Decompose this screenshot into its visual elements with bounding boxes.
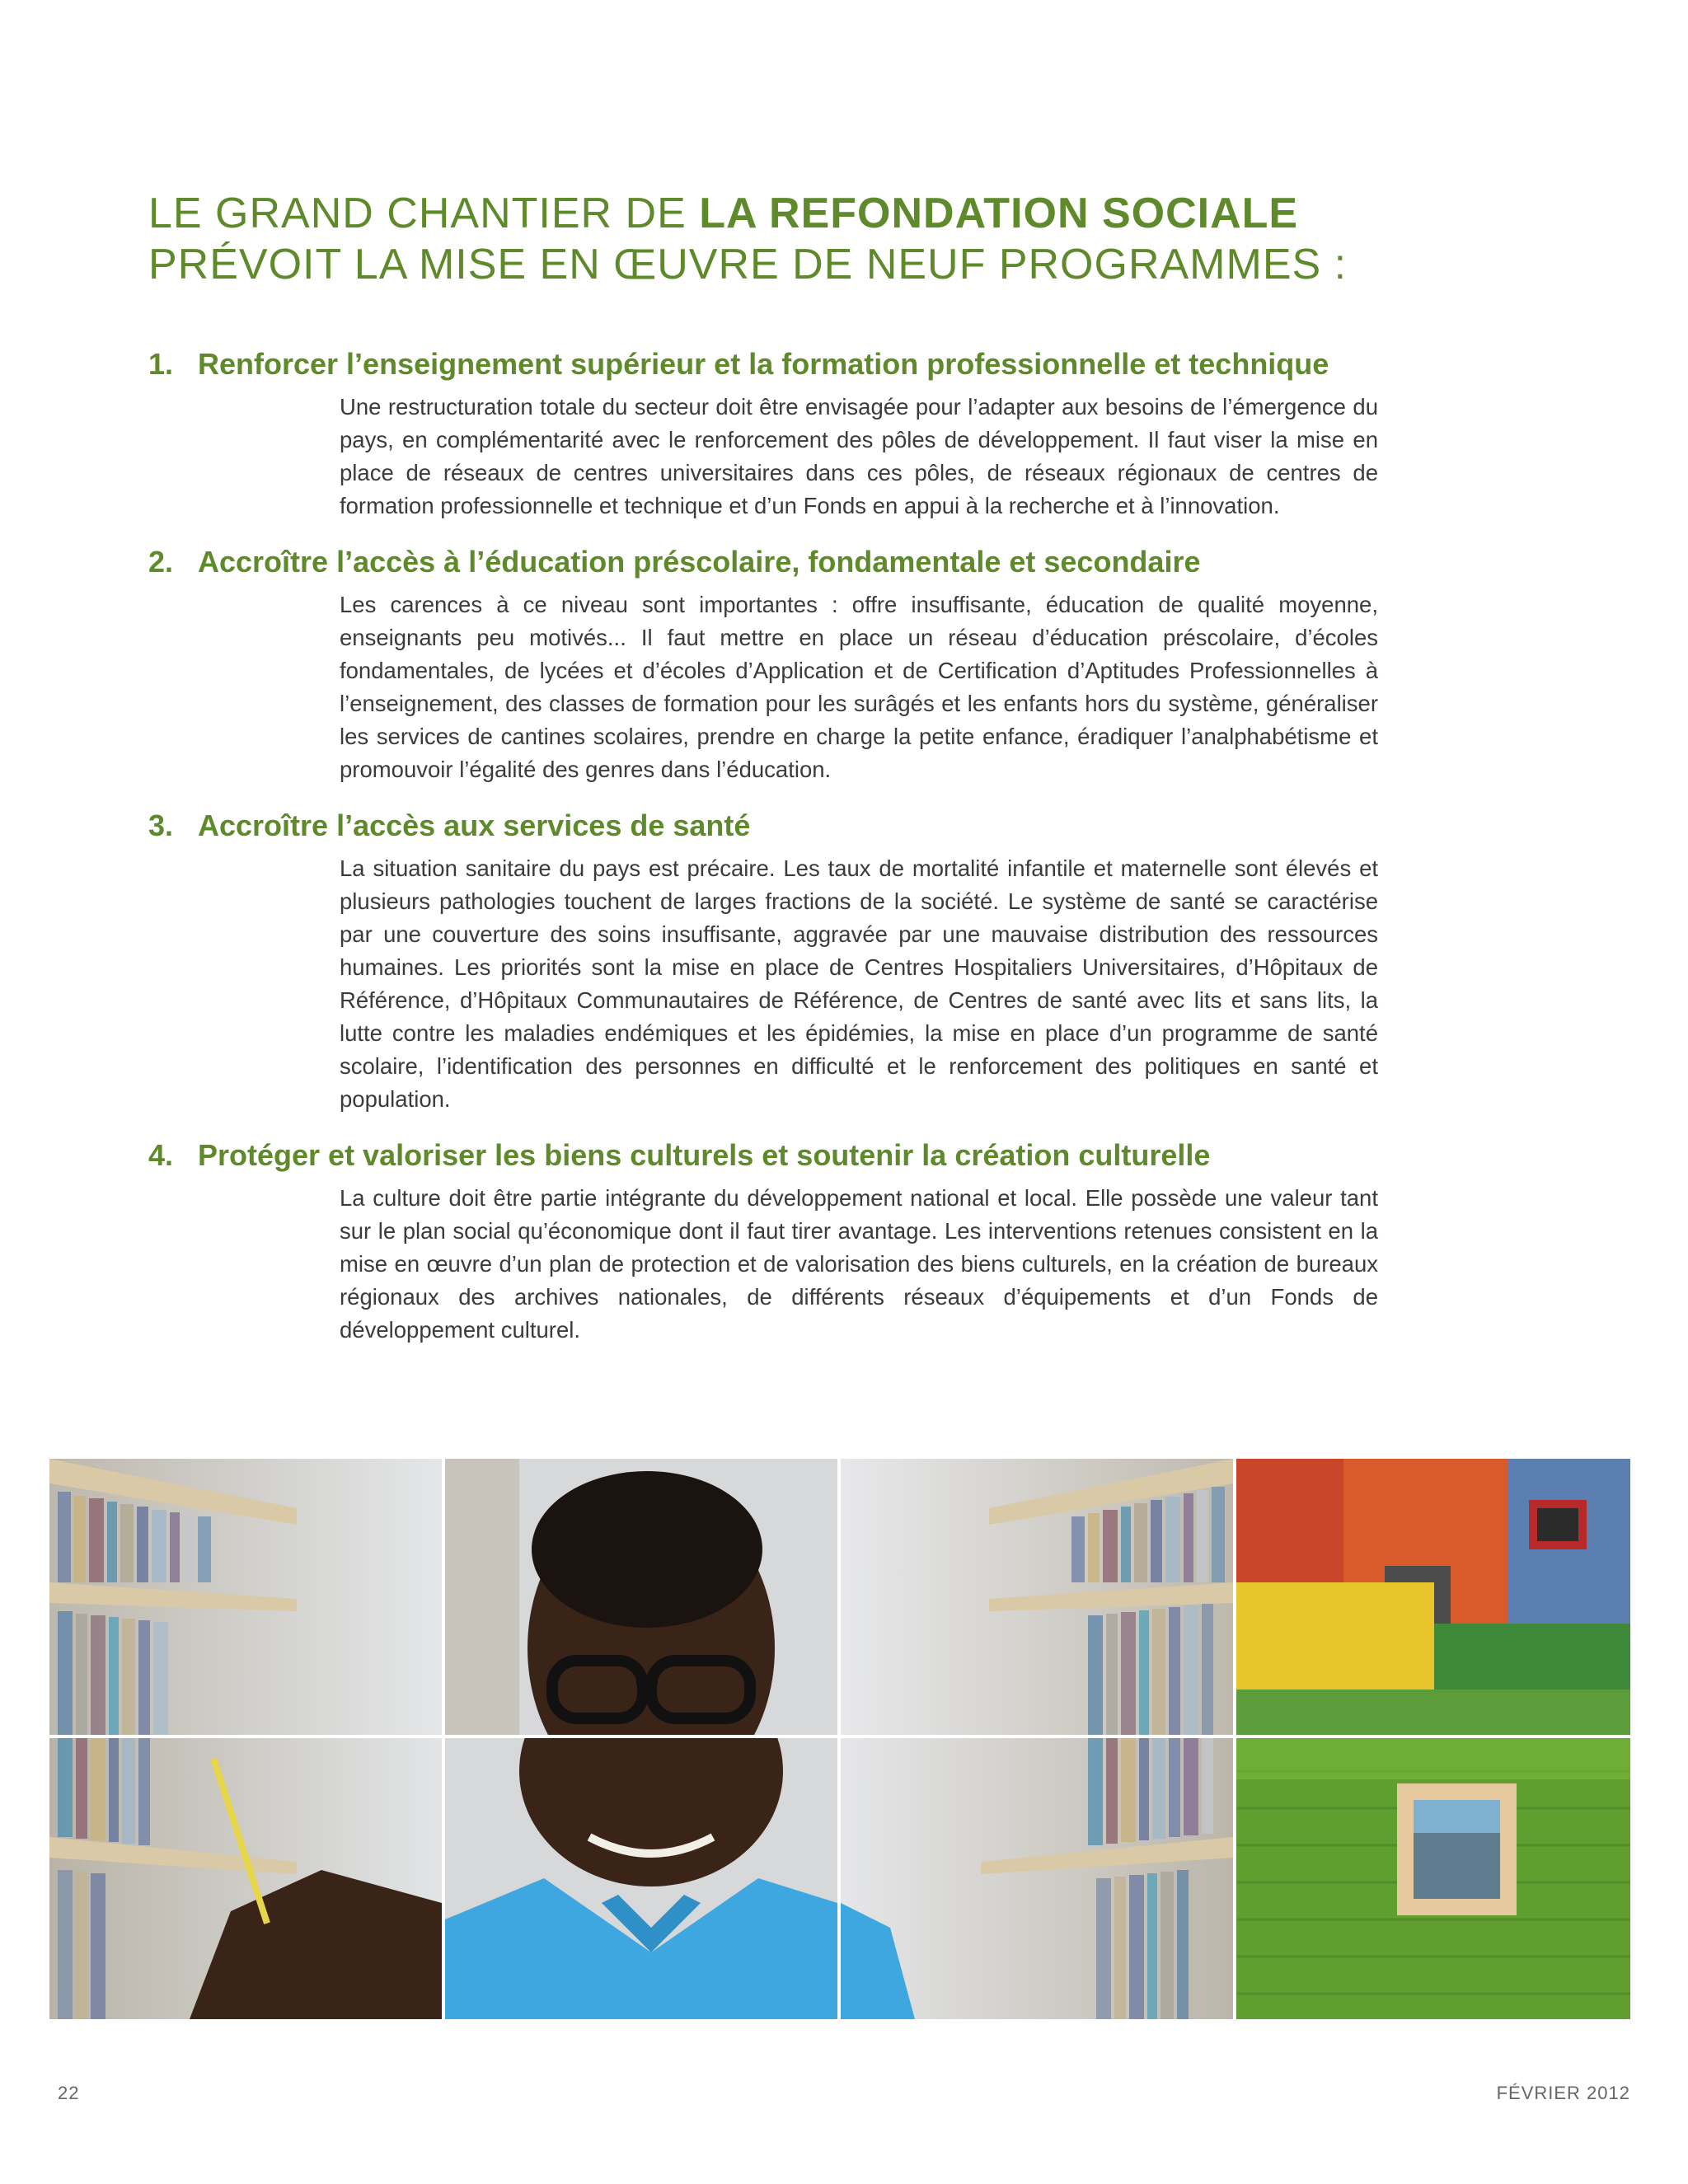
program-number: 1. — [148, 347, 174, 381]
program-item — [148, 806, 1393, 1116]
program-title-text: Accroître l’accès à l’éducation préscolaire, fondamentale et secondaire — [198, 545, 1201, 579]
green-brick-wall-photo — [1236, 1738, 1630, 2019]
program-item — [148, 344, 1393, 523]
headline-prefix: LE GRAND CHANTIER DE — [148, 190, 700, 237]
student-portrait-bottom-photo — [445, 1738, 837, 2019]
library-shelves-photo — [841, 1459, 1233, 1735]
library-shelves-photo — [49, 1459, 442, 1735]
headline-emphasis: LA REFONDATION SOCIALE — [699, 190, 1299, 237]
program-title — [148, 542, 1393, 582]
program-title-text: Renforcer l’enseignement supérieur et la formation professionnelle et technique — [198, 347, 1329, 381]
library-shelves-photo — [49, 1738, 442, 2019]
program-description: La culture doit être partie intégrante du développement national et local. Elle possède une valeur tant sur le plan social qu’économique dont il faut tirer avantage. Les interventions retenues consistent en la mise en œuvre d’un plan de protection et de valorisation des biens culturels, en la création de bureaux régionaux des archives nationales, de différents réseaux d’équipements et d’un Fonds de développement culturel. — [340, 1185, 1378, 1343]
program-title — [148, 1136, 1393, 1175]
publication-date: FÉVRIER 2012 — [1496, 2083, 1630, 2103]
program-number: 2. — [148, 545, 174, 579]
student-portrait-top-photo — [445, 1459, 837, 1735]
program-number: 3. — [148, 808, 174, 842]
colorful-houses-photo — [1236, 1459, 1630, 1735]
program-description: La situation sanitaire du pays est précaire. Les taux de mortalité infantile et maternelle sont élevés et plusieurs pathologies touchent de larges fractions de la société. Le système de santé se caractérise par une couverture des soins insuffisante, aggravée par une mauvaise distribution des ressources humaines. Les priorités sont la mise en place de Centres Hospitaliers Universitaires, d’Hôpitaux de Référence, d’Hôpitaux Communautaires de Référence, de Centres de santé avec lits et sans lits, la lutte contre les maladies endémiques et les épidémies, la mise en place d’un programme de santé scolaire, l’identification des personnes en difficulté et le renforcement des politiques en santé et population. — [340, 855, 1378, 1112]
program-title — [148, 344, 1393, 384]
program-item — [148, 542, 1393, 786]
library-shelves-photo — [841, 1738, 1233, 2019]
program-item — [148, 1136, 1393, 1347]
program-description: Une restructuration totale du secteur doit être envisagée pour l’adapter aux besoins de l’émergence du pays, en complémentarité avec le renforcement des pôles de développement. Il faut viser la mise en place de réseaux de centres universitaires dans ces pôles, de réseaux régionaux de centres de formation professionnelle et technique et d’un Fonds en appui à la recherche et à l’innovation. — [340, 394, 1378, 518]
headline-line2: PRÉVOIT LA MISE EN ŒUVRE DE NEUF PROGRAMMES : — [148, 241, 1348, 288]
page-number: 22 — [58, 2083, 80, 2103]
program-title-text: Accroître l’accès aux services de santé — [198, 808, 751, 842]
programs-list — [148, 344, 1393, 1366]
program-title — [148, 806, 1393, 846]
photo-collage — [49, 1459, 1630, 2019]
page-headline — [148, 188, 1550, 290]
program-number: 4. — [148, 1138, 174, 1172]
program-title-text: Protéger et valoriser les biens culturels et soutenir la création culturelle — [198, 1138, 1211, 1172]
program-description: Les carences à ce niveau sont importantes : offre insuffisante, éducation de qualité moyenne, enseignants peu motivés... Il faut mettre en place un réseau d’éducation préscolaire, d’écoles fondamentales, de lycées et d’écoles d’Application et de Certification d’Aptitudes Professionnelles à l’enseignement, des classes de formation pour les surâgés et les enfants hors du système, généraliser les services de cantines scolaires, prendre en charge la petite enfance, éradiquer l’analphabétisme et promouvoir l’égalité des genres dans l’éducation. — [340, 592, 1378, 782]
